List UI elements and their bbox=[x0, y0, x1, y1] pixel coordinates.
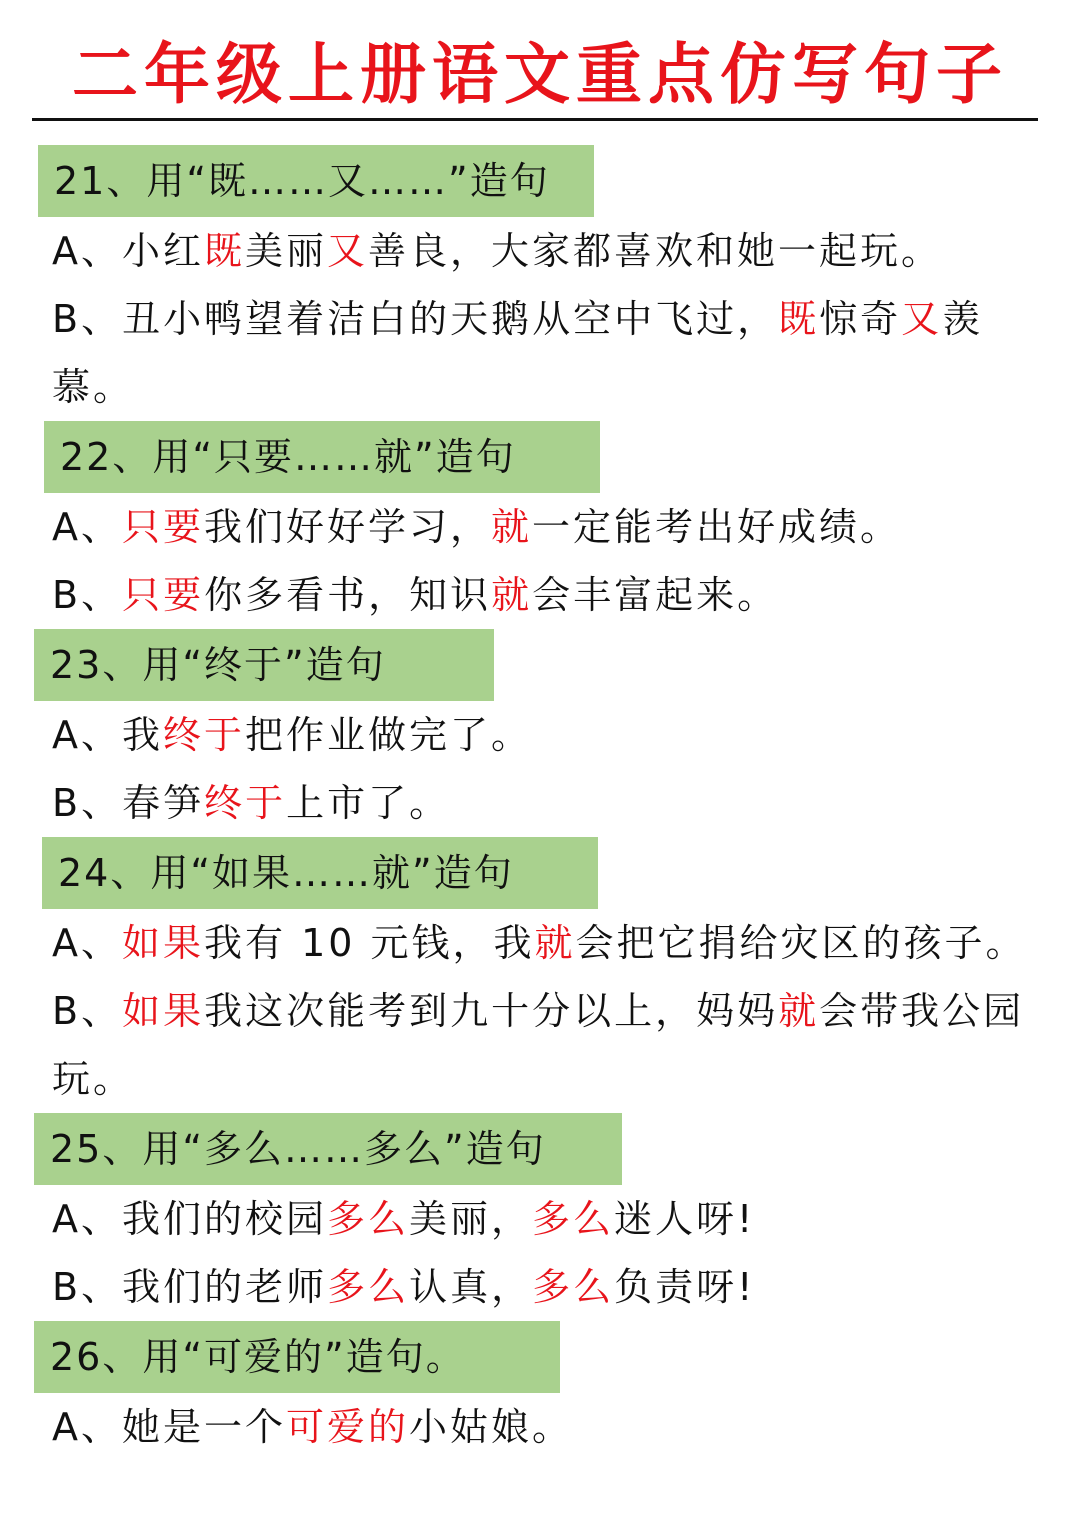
example-sentence bbox=[0, 493, 1080, 561]
example-sentence bbox=[0, 1253, 1080, 1321]
sentence-text: 负责呀! bbox=[614, 1265, 756, 1309]
sentence-text: 上市了。 bbox=[286, 781, 451, 825]
sentence-text: 会把它捐给灾区的孩子。 bbox=[575, 921, 1027, 965]
exercise-section bbox=[0, 1113, 1080, 1321]
sentence-text: A、我们的校园 bbox=[52, 1197, 327, 1241]
sentence-text: B、丑小鸭望着洁白的天鹅从空中飞过， bbox=[52, 297, 779, 341]
exercise-heading: 25、用“多么……多么”造句 bbox=[34, 1113, 622, 1185]
example-sentence bbox=[0, 217, 1080, 285]
exercise-heading: 21、用“既……又……”造句 bbox=[38, 145, 594, 217]
sentence-text: 把作业做完了。 bbox=[245, 713, 533, 757]
example-sentence bbox=[0, 285, 1080, 421]
keyword-highlight: 如果 bbox=[122, 989, 205, 1033]
sentence-text: A、 bbox=[52, 505, 122, 549]
sentence-text: 惊奇 bbox=[819, 297, 902, 341]
sentence-text: 小姑娘。 bbox=[409, 1405, 574, 1449]
sentence-text: 一定能考出好成绩。 bbox=[532, 505, 902, 549]
sentence-text: 美丽 bbox=[245, 229, 328, 273]
sentence-text: 我这次能考到九十分以上，妈妈 bbox=[204, 989, 779, 1033]
exercise-section bbox=[0, 145, 1080, 421]
keyword-highlight: 既 bbox=[204, 229, 246, 273]
sentence-text: A、小红 bbox=[52, 229, 204, 273]
keyword-highlight: 终于 bbox=[163, 713, 246, 757]
sentence-text: B、 bbox=[52, 573, 123, 617]
keyword-highlight: 又 bbox=[327, 229, 369, 273]
keyword-highlight: 只要 bbox=[122, 505, 205, 549]
sentence-text: 善良，大家都喜欢和她一起玩。 bbox=[368, 229, 943, 273]
page-title: 二年级上册语文重点仿写句子 bbox=[72, 36, 1008, 113]
keyword-highlight: 就 bbox=[534, 921, 576, 965]
sentence-text: B、 bbox=[52, 989, 123, 1033]
sentence-text: 会带我公园玩。 bbox=[52, 989, 1025, 1101]
exercise-section bbox=[0, 1321, 1080, 1461]
keyword-highlight: 只要 bbox=[122, 573, 205, 617]
keyword-highlight: 就 bbox=[491, 505, 533, 549]
sentence-text: 认真， bbox=[409, 1265, 533, 1309]
sentence-text: 我们好好学习， bbox=[204, 505, 492, 549]
exercise-section bbox=[0, 837, 1080, 1113]
keyword-highlight: 可爱的 bbox=[286, 1405, 410, 1449]
example-sentence bbox=[0, 769, 1080, 837]
keyword-highlight: 既 bbox=[778, 297, 820, 341]
title-divider bbox=[32, 118, 1038, 121]
example-sentence bbox=[0, 1393, 1080, 1461]
keyword-highlight: 终于 bbox=[204, 781, 287, 825]
exercise-heading: 23、用“终于”造句 bbox=[34, 629, 494, 701]
sentence-text: 迷人呀! bbox=[614, 1197, 756, 1241]
keyword-highlight: 就 bbox=[491, 573, 533, 617]
example-sentence bbox=[0, 1185, 1080, 1253]
keyword-highlight: 多么 bbox=[327, 1265, 410, 1309]
sentence-text: A、她是一个 bbox=[52, 1405, 286, 1449]
sentence-text: 你多看书，知识 bbox=[204, 573, 492, 617]
example-sentence bbox=[0, 561, 1080, 629]
exercise-heading: 22、用“只要……就”造句 bbox=[44, 421, 600, 493]
sentence-text: 美丽， bbox=[409, 1197, 533, 1241]
keyword-highlight: 多么 bbox=[532, 1197, 615, 1241]
sentence-text: A、我 bbox=[52, 713, 163, 757]
example-sentence bbox=[0, 701, 1080, 769]
keyword-highlight: 如果 bbox=[122, 921, 205, 965]
sentence-text: 羡慕。 bbox=[52, 297, 984, 409]
keyword-highlight: 又 bbox=[901, 297, 943, 341]
sentence-list bbox=[0, 145, 1080, 1461]
keyword-highlight: 就 bbox=[778, 989, 820, 1033]
exercise-heading: 26、用“可爱的”造句。 bbox=[34, 1321, 560, 1393]
example-sentence bbox=[0, 977, 1080, 1113]
sentence-text: 会丰富起来。 bbox=[532, 573, 779, 617]
keyword-highlight: 多么 bbox=[532, 1265, 615, 1309]
exercise-section bbox=[0, 421, 1080, 629]
exercise-section bbox=[0, 629, 1080, 837]
example-sentence bbox=[0, 909, 1080, 977]
keyword-highlight: 多么 bbox=[327, 1197, 410, 1241]
sentence-text: B、我们的老师 bbox=[52, 1265, 328, 1309]
sentence-text: 我有 10 元钱，我 bbox=[204, 921, 535, 965]
exercise-heading: 24、用“如果……就”造句 bbox=[42, 837, 598, 909]
sentence-text: A、 bbox=[52, 921, 122, 965]
sentence-text: B、春笋 bbox=[52, 781, 205, 825]
